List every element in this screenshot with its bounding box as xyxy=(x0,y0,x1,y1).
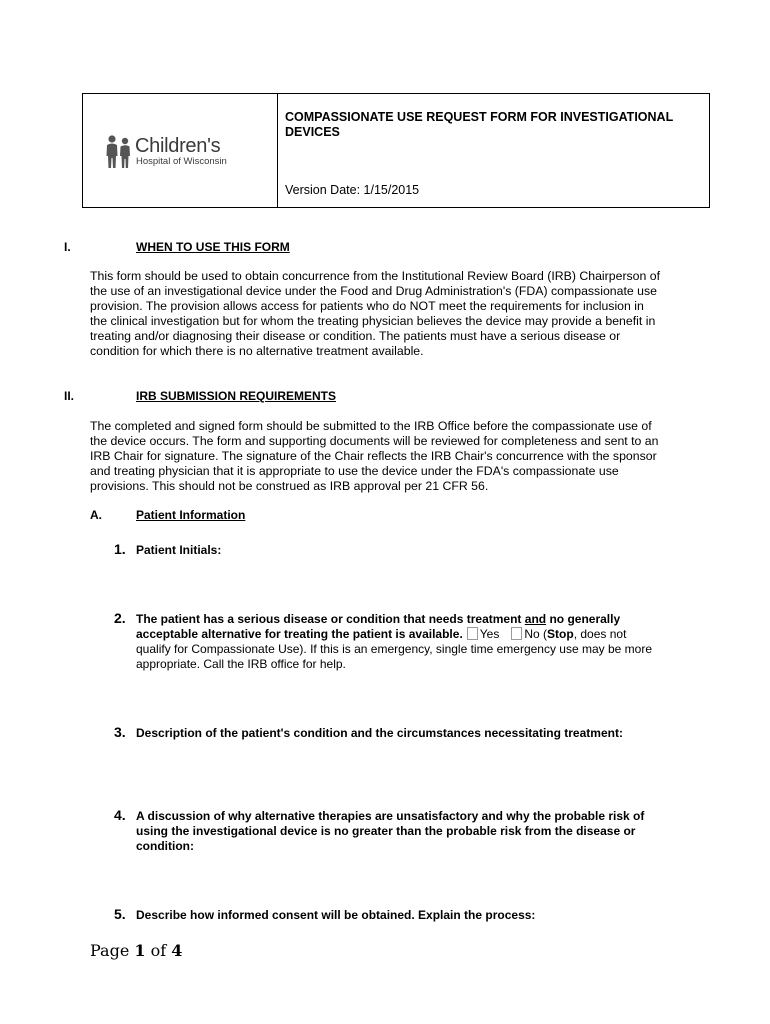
item-2-text: The patient has a serious disease or condition that needs treatment xyxy=(136,612,525,626)
header-table xyxy=(82,93,710,208)
paragraph-line: IRB Chair for signature. The signature of the Chair reflects the IRB Chair's concurrence with the sponsor xyxy=(90,449,657,463)
item-4-line-2: using the investigational device is no greater than the probable risk from the disease or xyxy=(136,824,636,838)
logo-name: Children's xyxy=(135,135,221,157)
yes-checkbox[interactable] xyxy=(467,627,478,640)
patient-initials-label: Patient Initials: xyxy=(136,543,222,557)
section-1-title: WHEN TO USE THIS FORM xyxy=(136,240,290,254)
no-checkbox[interactable] xyxy=(511,627,522,640)
item-2-number: 2. xyxy=(114,610,126,626)
item-2-question xyxy=(136,612,652,672)
section-1-number: I. xyxy=(64,240,71,254)
form-title-line-1: COMPASSIONATE USE REQUEST FORM FOR INVESTIGATIONAL xyxy=(285,110,674,124)
paragraph-line: This form should be used to obtain concurrence from the Institutional Review Board (IRB) Chairperson of xyxy=(90,269,661,283)
item-2-line-3: qualify for Compassionate Use). If this is an emergency, single time emergency use may be more xyxy=(136,642,652,656)
header-divider xyxy=(277,94,278,207)
current-page: 1 xyxy=(134,941,146,960)
paragraph-line: the device occurs. The form and supporting documents will be reviewed for completeness and sent to an xyxy=(90,434,659,448)
item-4-question xyxy=(136,809,644,854)
paragraph-line: The completed and signed form should be submitted to the IRB Office before the compassionate use of xyxy=(90,419,652,433)
section-2-number: II. xyxy=(64,389,75,403)
item-2-line-4: appropriate. Call the IRB office for help. xyxy=(136,657,346,671)
subsection-a-letter: A. xyxy=(90,508,102,522)
item-2-line-1 xyxy=(136,612,652,627)
item-3-number: 3. xyxy=(114,724,126,740)
item-2-text: , does not xyxy=(573,627,627,641)
hospital-logo xyxy=(105,132,245,172)
version-date: Version Date: 1/15/2015 xyxy=(285,183,420,197)
page-footer xyxy=(90,941,182,961)
item-2-text: no generally xyxy=(546,612,621,626)
patient-condition-label: Description of the patient's condition and the circumstances necessitating treatment: xyxy=(136,726,623,740)
item-4-line-1: A discussion of why alternative therapies are unsatisfactory and why the probable risk of xyxy=(136,809,645,823)
paragraph-line: condition for which there is no alternative treatment available. xyxy=(90,344,424,358)
stop-label: Stop xyxy=(547,627,574,641)
item-5-number: 5. xyxy=(114,906,126,922)
of-word: of xyxy=(145,941,172,960)
section-2-paragraph xyxy=(90,419,658,494)
no-label: No ( xyxy=(524,627,548,641)
paragraph-line: provision. The provision allows access for patients who do NOT meet the requirements for inclusion in xyxy=(90,299,644,313)
item-4-number: 4. xyxy=(114,807,126,823)
item-4-line-3: condition: xyxy=(136,839,194,853)
section-2-title: IRB SUBMISSION REQUIREMENTS xyxy=(136,389,337,403)
logo-subtitle: Hospital of Wisconsin xyxy=(136,156,227,167)
item-2-text: acceptable alternative for treating the patient is available. xyxy=(136,627,463,641)
subsection-a-title: Patient Information xyxy=(136,508,246,522)
item-1-number: 1. xyxy=(114,541,126,557)
informed-consent-label: Describe how informed consent will be obtained. Explain the process: xyxy=(136,908,536,922)
total-pages: 4 xyxy=(171,941,183,960)
paragraph-line: and treating physician that it is appropriate to use the device under the FDA's compassionate use xyxy=(90,464,619,478)
paragraph-line: the clinical investigation but for whom the treating physician believes the device may provide a benefit in xyxy=(90,314,656,328)
item-2-and-emphasis: and xyxy=(524,612,547,626)
paragraph-line: provisions. This should not be construed as IRB approval per 21 CFR 56. xyxy=(90,479,489,493)
page-word: Page xyxy=(90,941,135,960)
form-title xyxy=(285,110,695,140)
form-title-line-2: DEVICES xyxy=(285,125,340,139)
item-2-line-2 xyxy=(136,627,652,642)
section-1-paragraph xyxy=(90,269,660,359)
paragraph-line: treating and/or diagnosing their disease or condition. The patients must have a serious disease or xyxy=(90,329,621,343)
paragraph-line: the use of an investigational device under the Food and Drug Administration's (FDA) compassionate use xyxy=(90,284,657,298)
children-figures-icon xyxy=(105,134,135,170)
yes-label: Yes xyxy=(479,627,500,641)
